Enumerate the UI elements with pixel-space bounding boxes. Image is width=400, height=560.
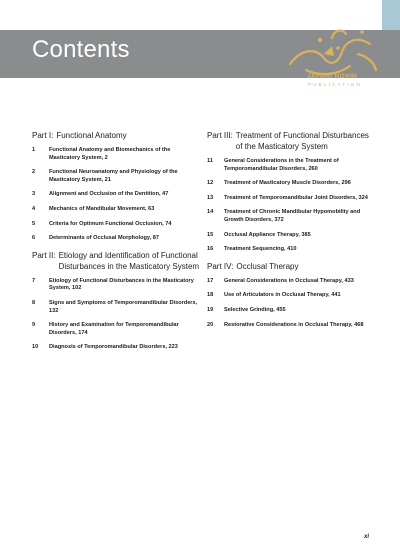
chapter-title: Functional Neuroanatomy and Physiology of the Masticatory System, 21: [49, 169, 178, 183]
chapter-title: General Considerations in Occlusal Therapy, 433: [224, 277, 354, 284]
chapter-number: 18: [207, 292, 214, 299]
chapter-number: 2: [32, 169, 36, 176]
chapter-title: Treatment of Temporomandibular Joint Disorders, 324: [224, 194, 368, 201]
chapter-number: 13: [207, 194, 214, 201]
part-number: Part IV:: [207, 261, 234, 271]
logo-subtitle: PUBLICATION: [308, 82, 362, 87]
chapter-number: 7: [32, 277, 36, 284]
part-heading: [207, 261, 377, 272]
part-number: Part II:: [32, 250, 56, 260]
chapter-title: Determinants of Occlusal Morphology, 87: [49, 235, 159, 242]
chapter-entry[interactable]: [207, 246, 377, 254]
chapter-entry[interactable]: [32, 344, 200, 352]
chapter-number: 20: [207, 321, 214, 328]
chapter-entry[interactable]: [32, 278, 200, 293]
chapter-entry[interactable]: [207, 158, 377, 173]
page-title: Contents: [32, 36, 130, 63]
chapter-number: 14: [207, 209, 214, 216]
part-title: Treatment of Functional Disturbances of the Masticatory System: [235, 131, 369, 151]
chapter-entry[interactable]: [207, 180, 377, 188]
part-title: Etiology and Identification of Functional Disturbances in the Masticatory System: [58, 250, 200, 271]
chapter-entry[interactable]: [32, 191, 200, 199]
chapter-title: Etiology of Functional Disturbances in the Masticatory System, 102: [49, 277, 194, 292]
chapter-entry[interactable]: [32, 322, 200, 337]
chapter-title: Use of Articulators in Occlusal Therapy, 441: [224, 292, 341, 299]
chapter-entry[interactable]: [207, 307, 377, 315]
chapter-number: 1: [32, 147, 36, 153]
chapter-entry[interactable]: [32, 147, 200, 162]
part-heading: [207, 130, 377, 152]
chapter-title: Functional Anatomy and Biomechanics of the Masticatory System, 2: [49, 147, 171, 161]
chapter-number: 4: [32, 205, 36, 212]
part-heading: [32, 250, 200, 272]
chapter-entry[interactable]: [32, 169, 200, 184]
chapter-entry[interactable]: [207, 322, 377, 330]
chapter-entry[interactable]: [32, 221, 200, 229]
chapter-title: Selective Grinding, 455: [224, 306, 286, 313]
chapter-number: 16: [207, 246, 214, 253]
left-column: [32, 130, 200, 359]
chapter-entry[interactable]: [32, 206, 200, 214]
chapter-number: 6: [32, 235, 36, 242]
part-number: Part I:: [32, 131, 54, 140]
page-number: xi: [364, 534, 370, 540]
chapter-number: 3: [32, 191, 36, 198]
chapter-title: Criteria for Optimum Functional Occlusion, 74: [49, 220, 172, 227]
chapter-entry[interactable]: [207, 292, 377, 300]
chapter-title: Diagnosis of Temporomandibular Disorders, 223: [49, 344, 178, 351]
chapter-title: History and Examination for Temporomandibular Disorders, 174: [49, 322, 179, 336]
chapter-number: 19: [207, 306, 214, 313]
chapter-number: 12: [207, 180, 214, 187]
chapter-number: 5: [32, 220, 36, 227]
chapter-entry[interactable]: [207, 209, 377, 224]
logo-name: JAFARI NOVIN: [306, 73, 358, 80]
chapter-number: 15: [207, 231, 214, 238]
part-title: Occlusal Therapy: [236, 261, 299, 271]
chapter-title: Signs and Symptoms of Temporomandibular Disorders, 132: [49, 299, 198, 314]
chapter-title: Treatment of Chronic Mandibular Hypomobility and Growth Disorders, 372: [224, 209, 361, 223]
chapter-title: Restorative Considerations in Occlusal Therapy, 468: [224, 321, 364, 328]
chapter-number: 17: [207, 277, 214, 284]
right-column: [207, 130, 377, 336]
chapter-title: Alignment and Occlusion of the Dentition, 47: [49, 191, 169, 198]
part-number: Part III:: [207, 131, 233, 140]
chapter-entry[interactable]: [207, 195, 377, 203]
chapter-title: Occlusal Appliance Therapy, 385: [224, 231, 311, 238]
chapter-number: 8: [32, 299, 36, 306]
part-heading: [32, 130, 200, 141]
chapter-entry[interactable]: [207, 278, 377, 286]
chapter-entry[interactable]: [32, 300, 200, 315]
part-title: Functional Anatomy: [56, 131, 127, 140]
chapter-entry[interactable]: [32, 235, 200, 243]
chapter-number: 10: [32, 344, 39, 351]
chapter-title: Treatment of Masticatory Muscle Disorders, 296: [224, 180, 351, 187]
chapter-entry[interactable]: [207, 232, 377, 240]
chapter-title: General Considerations in the Treatment of Temporomandibular Disorders, 260: [224, 158, 339, 172]
chapter-number: 9: [32, 322, 36, 329]
chapter-number: 11: [207, 158, 213, 164]
chapter-title: Treatment Sequencing, 410: [224, 246, 297, 253]
chapter-title: Mechanics of Mandibular Movement, 63: [49, 205, 155, 212]
